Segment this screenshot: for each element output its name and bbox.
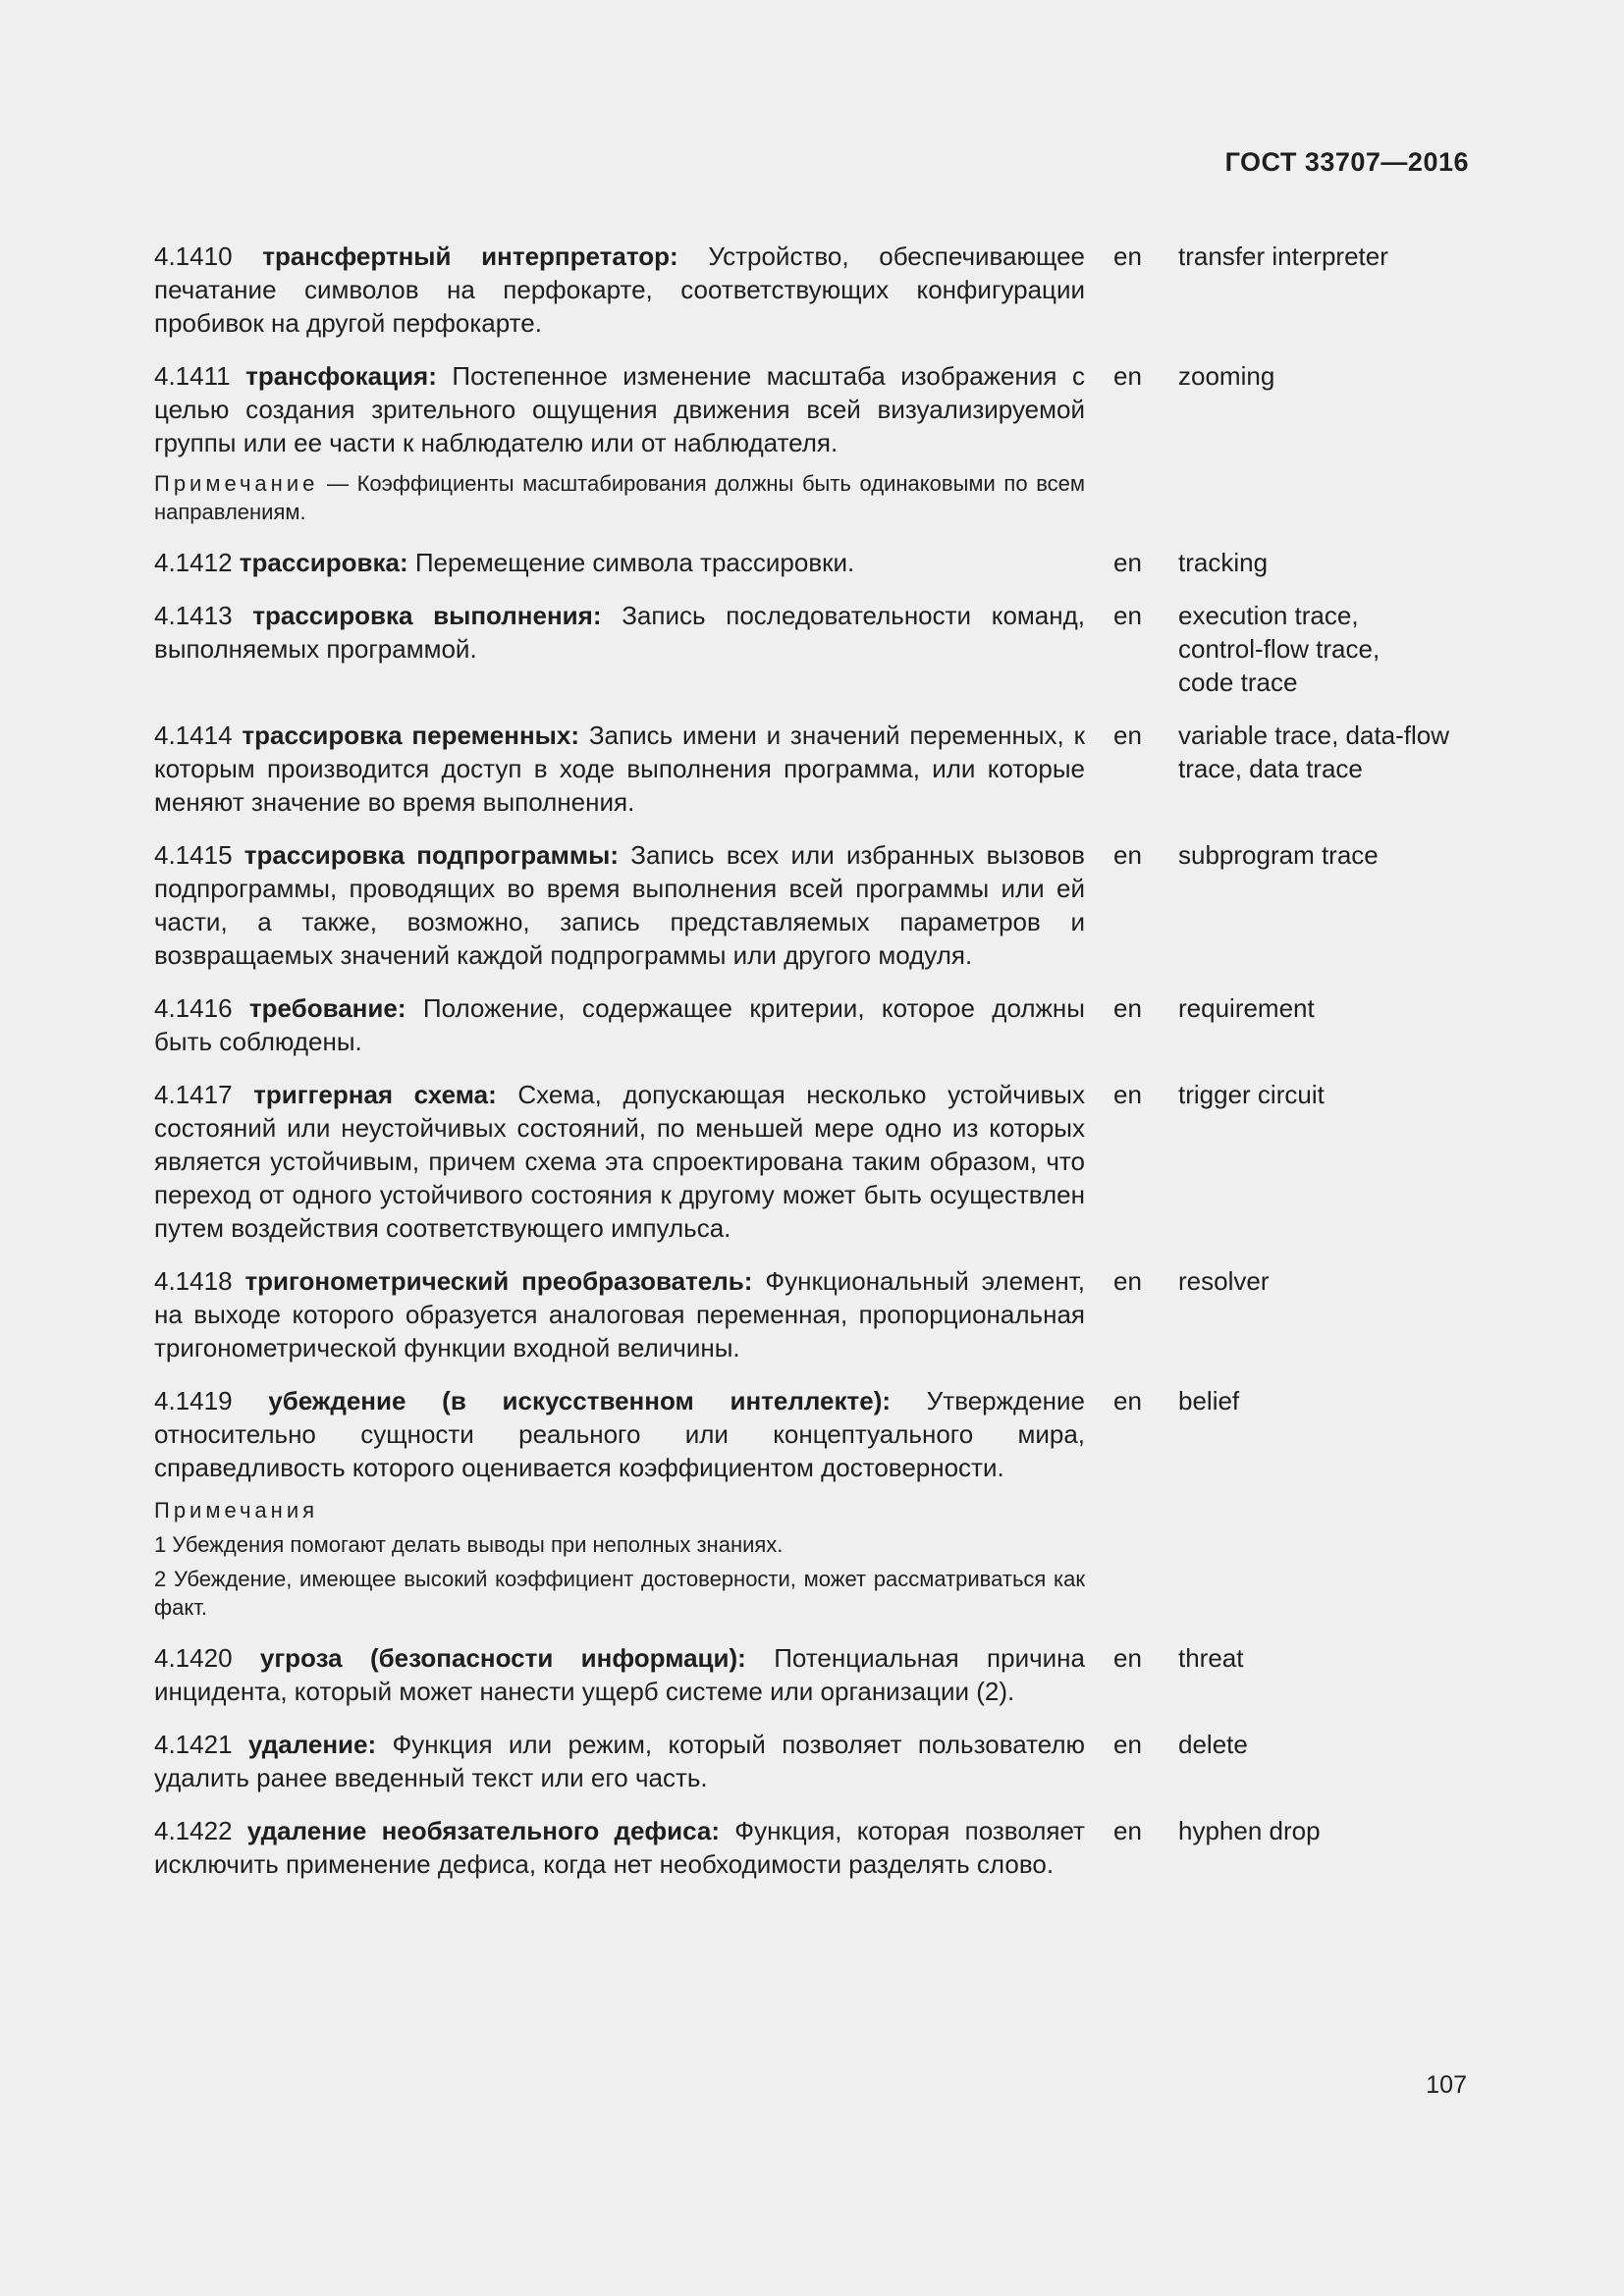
- language-code: en: [1113, 840, 1142, 870]
- term-name: трассировка:: [239, 548, 408, 577]
- note-text: — Коэффициенты масштабирования должны быть одинаковыми по всем направлениям.: [154, 471, 1085, 524]
- term-definition: Перемещение символа трассировки.: [414, 548, 855, 577]
- term-definition: Потенциальная причина инцидента, который может нанести ущерб системе или организации (2).: [154, 1643, 1085, 1706]
- definition: [154, 1641, 1085, 1708]
- term-definition: Схема, допускающая несколько устойчивых состояний или неустойчивых состояний, по меньшей мере одно из которых является устойчивым, причем схема эта спроектирована таким образом, что переход от одного устойчивого состояния к другому может быть осуществлен путем воздействия соответствующего импульса.: [154, 1080, 1085, 1243]
- language-code: en: [1113, 548, 1142, 577]
- definition: [154, 719, 1085, 819]
- term-definition: Постепенное изменение масштаба изображения с целью создания зрительного ощущения движения всей визуализируемой группы или ее части к наблюдателю или от наблюдателя.: [154, 361, 1085, 457]
- english-equivalent: hyphen drop: [1178, 1816, 1321, 1845]
- term-name: требование:: [248, 993, 406, 1023]
- english-equivalent: variable trace, data-flow trace, data trace: [1178, 721, 1450, 783]
- english-equivalent: execution trace, control-flow trace, code trace: [1178, 601, 1380, 697]
- term-definition: Запись имени и значений переменных, к которым производится доступ в ходе выполнения программа, или которые меняют значение во время выполнения.: [154, 721, 1085, 817]
- document-id: ГОСТ 33707—2016: [1224, 147, 1469, 177]
- language-code: en: [1113, 1266, 1142, 1296]
- term-name: трансфокация:: [245, 361, 437, 391]
- term-entry-4-1410: [154, 240, 1475, 340]
- definition: [154, 1384, 1085, 1622]
- definition: [154, 838, 1085, 972]
- language-code: en: [1113, 1816, 1142, 1845]
- term-entry-4-1417: [154, 1078, 1475, 1245]
- term-entry-4-1421: [154, 1728, 1475, 1794]
- note: [154, 469, 1085, 526]
- english-equivalent: trigger circuit: [1178, 1080, 1325, 1109]
- note-label: Примечание: [154, 471, 319, 496]
- term-entry-4-1411: [154, 359, 1475, 526]
- term-entry-4-1415: [154, 838, 1475, 972]
- english-equivalent: threat: [1178, 1643, 1244, 1673]
- note-item: 1 Убеждения помогают делать выводы при неполных знаниях.: [154, 1532, 784, 1557]
- english-equivalent: tracking: [1178, 548, 1269, 577]
- english-equivalent: transfer interpreter: [1178, 241, 1388, 271]
- term-number: 4.1410: [154, 241, 233, 271]
- term-number: 4.1420: [154, 1643, 233, 1673]
- term-name: удаление:: [247, 1730, 377, 1759]
- definition: [154, 1078, 1085, 1245]
- term-definition: Функциональный элемент, на выходе которого образуется аналоговая переменная, пропорциональная тригонометрической функции входной величины.: [154, 1266, 1085, 1362]
- term-definition: Утверждение относительно сущности реального или концептуального мира, справедливость которого оценивается коэффициентом достоверности.: [154, 1386, 1085, 1482]
- term-name: трассировка переменных:: [242, 721, 579, 750]
- english-equivalent: delete: [1178, 1730, 1248, 1759]
- note-item: 2 Убеждение, имеющее высокий коэффициент достоверности, может рассматриваться как факт.: [154, 1567, 1085, 1620]
- term-name: удаление необязательного дефиса:: [246, 1816, 721, 1845]
- term-name: триггерная схема:: [253, 1080, 497, 1109]
- term-number: 4.1412: [154, 548, 233, 577]
- term-definition: Запись всех или избранных вызовов подпрограммы, проводящих во время выполнения всей программы или ей части, а также, возможно, запись представляемых параметров и возвращаемых значений каждой подпрограммы или другого модуля.: [154, 840, 1085, 970]
- term-entry-4-1416: [154, 991, 1475, 1058]
- language-code: en: [1113, 1080, 1142, 1109]
- english-equivalent: zooming: [1178, 361, 1275, 391]
- term-name: трансфертный интерпретатор:: [262, 241, 678, 271]
- language-code: en: [1113, 993, 1142, 1023]
- term-name: тригонометрический преобразователь:: [244, 1266, 753, 1296]
- language-code: en: [1113, 721, 1142, 750]
- definition: [154, 240, 1085, 340]
- english-equivalent: belief: [1178, 1386, 1240, 1415]
- term-number: 4.1418: [154, 1266, 233, 1296]
- term-definition: Функция или режим, который позволяет пользователю удалить ранее введенный текст или его часть.: [154, 1730, 1085, 1792]
- terms-list: [154, 240, 1475, 1900]
- term-definition: Положение, содержащее критерии, которое должны быть соблюдены.: [154, 993, 1085, 1056]
- term-number: 4.1416: [154, 993, 233, 1023]
- term-entry-4-1418: [154, 1264, 1475, 1364]
- term-definition: Функция, которая позволяет исключить применение дефиса, когда нет необходимости разделять слово.: [154, 1816, 1085, 1879]
- page-number: 107: [1426, 2071, 1467, 2099]
- term-number: 4.1419: [154, 1386, 233, 1415]
- term-number: 4.1421: [154, 1730, 233, 1759]
- definition: [154, 1264, 1085, 1364]
- notes-heading: Примечания: [154, 1498, 319, 1522]
- term-entry-4-1412: [154, 546, 1475, 579]
- definition: [154, 991, 1085, 1058]
- language-code: en: [1113, 241, 1142, 271]
- language-code: en: [1113, 1643, 1142, 1673]
- language-code: en: [1113, 1386, 1142, 1415]
- definition: [154, 599, 1085, 699]
- english-equivalent: requirement: [1178, 993, 1315, 1023]
- language-code: en: [1113, 361, 1142, 391]
- definition: [154, 1814, 1085, 1881]
- language-code: en: [1113, 1730, 1142, 1759]
- term-number: 4.1411: [154, 361, 231, 391]
- term-number: 4.1413: [154, 601, 233, 630]
- term-number: 4.1422: [154, 1816, 233, 1845]
- language-code: en: [1113, 601, 1142, 630]
- term-entry-4-1414: [154, 719, 1475, 819]
- term-name: угроза (безопасности информаци):: [259, 1643, 746, 1673]
- definition: [154, 1728, 1085, 1794]
- term-name: трассировка выполнения:: [252, 601, 602, 630]
- english-equivalent: subprogram trace: [1178, 840, 1379, 870]
- term-definition: Запись последовательности команд, выполняемых программой.: [154, 601, 1085, 664]
- english-equivalent: resolver: [1178, 1266, 1270, 1296]
- definition: [154, 546, 1085, 579]
- term-number: 4.1415: [154, 840, 233, 870]
- definition: [154, 359, 1085, 526]
- term-number: 4.1417: [154, 1080, 233, 1109]
- term-entry-4-1413: [154, 599, 1475, 699]
- term-entry-4-1422: [154, 1814, 1475, 1881]
- term-number: 4.1414: [154, 721, 233, 750]
- term-name: убеждение (в искусственном интеллекте):: [268, 1386, 892, 1415]
- term-name: трассировка подпрограммы:: [244, 840, 619, 870]
- term-definition: Устройство, обеспечивающее печатание символов на перфокарте, соответствующих конфигурации пробивок на другой перфокарте.: [154, 241, 1086, 338]
- term-entry-4-1419: [154, 1384, 1475, 1622]
- term-entry-4-1420: [154, 1641, 1475, 1708]
